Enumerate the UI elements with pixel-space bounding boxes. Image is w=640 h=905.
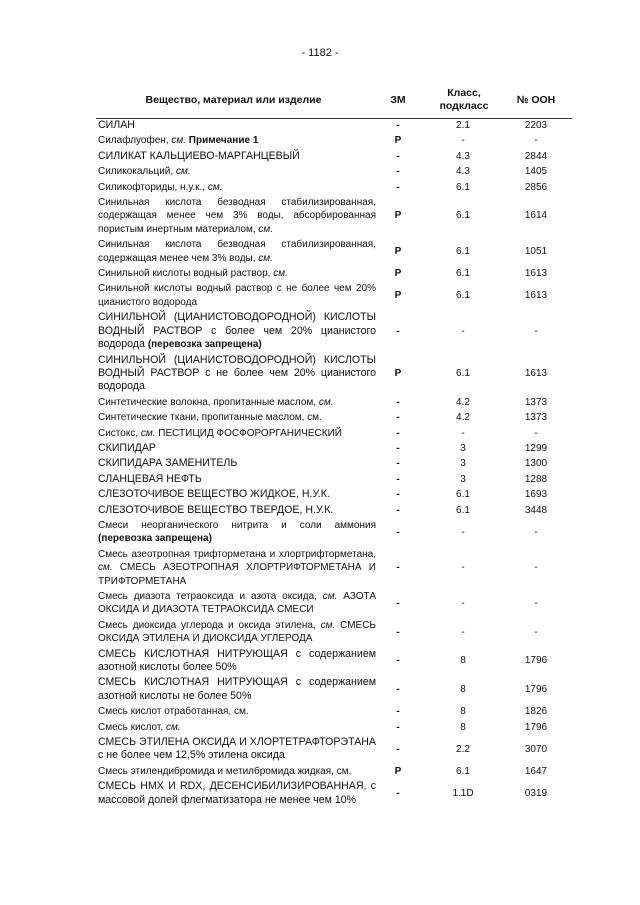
zm-cell: - — [396, 150, 400, 162]
un-number-cell: 0319 — [524, 787, 548, 799]
class-cell: 6.1 — [456, 290, 470, 302]
substance-name-part: Смесь диоксида углерода и оксида этилена, — [98, 619, 321, 631]
un-number-cell: 1796 — [524, 655, 548, 667]
substance-name-part: СМЕСЬ АЗЕОТРОПНАЯ ХЛОРТРИФТОРМЕТАНА И ТРИФТОРМЕТАНА — [98, 562, 376, 587]
substance-name-part: СИНИЛЬНОЙ (ЦИАНИСТОВОДОРОДНОЙ) КИСЛОТЫ ВОДНЫЙ РАСТВОР с более чем 20% цианистого водорода — [98, 311, 376, 351]
substance-name-part: см. — [320, 619, 336, 631]
table-row — [96, 518, 572, 547]
table-row — [96, 237, 572, 266]
un-number-cell: 1300 — [524, 458, 548, 470]
un-number-cell: 3448 — [524, 504, 548, 516]
class-cell: 2.1 — [456, 120, 470, 131]
zm-cell: - — [396, 181, 400, 193]
substance-name — [96, 119, 376, 132]
class-cell: 4.2 — [456, 412, 470, 424]
class-cell: - — [461, 526, 465, 538]
class-cell: 6.1 — [456, 504, 470, 516]
un-number-cell: - — [534, 325, 538, 337]
zm-cell: - — [396, 489, 400, 501]
substance-name-part: ПЕСТИЦИД ФОСФОРОРГАНИЧЕСКИЙ — [155, 427, 342, 439]
table-row — [96, 441, 572, 456]
substance-name-part: СМЕСЬ КИСЛОТНАЯ НИТРУЮЩАЯ с содержанием азотной кислоты не более 50% — [98, 676, 376, 702]
un-number-cell: 1613 — [524, 367, 548, 379]
class-cell: 4.3 — [456, 166, 470, 178]
substance-name-part: СЛЕЗОТОЧИВОЕ ВЕЩЕСТВО ТВЕРДОЕ, Н.У.К. — [98, 503, 334, 516]
substance-name-part: СКИПИДАР — [98, 441, 156, 454]
table-row — [96, 547, 572, 589]
substance-name-part: Силикофториды, н.у.к., — [98, 181, 208, 193]
zm-cell: - — [396, 787, 400, 799]
class-cell: - — [461, 325, 465, 337]
zm-cell: Р — [394, 245, 402, 257]
table-row — [96, 472, 572, 487]
zm-cell: - — [396, 597, 400, 609]
substance-name-part: Синтетические волокна, пропитанные маслом, — [98, 396, 319, 408]
zm-cell: Р — [394, 268, 402, 280]
table-row — [96, 779, 572, 808]
substance-name-part: СКИПИДАРА ЗАМЕНИТЕЛЬ — [98, 457, 238, 470]
class-cell: 6.1 — [456, 181, 470, 193]
zm-cell: Р — [394, 765, 402, 777]
un-number-cell: 1647 — [524, 765, 548, 777]
table-row — [96, 487, 572, 502]
substance-name — [96, 196, 376, 236]
class-cell: 8 — [460, 721, 466, 733]
class-cell: 3 — [460, 458, 466, 470]
header-name: Вещество, материал или изделие — [145, 93, 322, 106]
un-number-cell: 1051 — [524, 245, 548, 257]
substance-name — [96, 411, 376, 424]
table-row — [96, 720, 572, 735]
substance-name — [96, 705, 376, 718]
substance-name — [96, 457, 376, 470]
substance-name-part: Смесь кислот отработанная, см. — [98, 706, 249, 718]
zm-cell: - — [396, 427, 400, 439]
table-row — [96, 647, 572, 676]
zm-cell: - — [396, 473, 400, 485]
substance-name-part: СИНИЛЬНОЙ (ЦИАНИСТОВОДОРОДНОЙ) КИСЛОТЫ ВОДНЫЙ РАСТВОР с не более чем 20% цианистого водорода — [98, 353, 376, 393]
substance-name-part: Смесь кислот, — [98, 721, 166, 733]
un-number-cell: - — [534, 135, 538, 147]
un-number-cell: 2844 — [524, 150, 548, 162]
un-number-cell: 1796 — [524, 684, 548, 696]
class-cell: 8 — [460, 655, 466, 667]
un-number-cell: 1614 — [524, 210, 548, 222]
un-number-cell: 1693 — [524, 489, 548, 501]
class-cell: 6.1 — [456, 765, 470, 777]
class-cell: - — [461, 562, 465, 574]
table-row — [96, 164, 572, 179]
zm-cell: - — [396, 562, 400, 574]
un-number-cell: 1796 — [524, 721, 548, 733]
table-row — [96, 426, 572, 441]
class-cell: 1.1D — [452, 787, 474, 799]
table-row — [96, 503, 572, 518]
table-row — [96, 764, 572, 779]
un-number-cell: - — [534, 427, 538, 439]
table-body — [96, 118, 572, 808]
substance-name — [96, 311, 376, 351]
substance-name — [96, 165, 376, 178]
class-cell: 2.2 — [456, 743, 470, 755]
substance-name-part: Синильной кислоты водный раствор с не более чем 20% цианистого водорода — [98, 283, 376, 308]
substance-name — [96, 648, 376, 675]
un-number-cell: - — [534, 626, 538, 638]
substance-name — [96, 676, 376, 703]
substance-name-part: Примечание 1 — [188, 135, 259, 147]
substance-name — [96, 238, 376, 265]
substance-name-part: Смесь диазота тетраоксида и азота оксида, — [98, 591, 323, 602]
substance-name — [96, 488, 376, 501]
class-cell: - — [461, 626, 465, 638]
substance-name — [96, 590, 376, 617]
class-cell: 6.1 — [456, 210, 470, 222]
substance-name-part: см. — [175, 166, 191, 178]
zm-cell: Р — [394, 290, 402, 302]
un-number-cell: - — [534, 562, 538, 574]
substance-name-part: Систокс, — [98, 427, 141, 439]
substance-name — [96, 765, 376, 778]
un-number-cell: 1613 — [524, 290, 548, 302]
substance-name — [96, 736, 376, 763]
table-header — [96, 84, 572, 116]
substance-name — [96, 427, 376, 440]
header-zm: ЗМ — [390, 93, 406, 106]
un-number-cell: 1373 — [524, 396, 548, 408]
un-number-cell: - — [534, 526, 538, 538]
table-row — [96, 266, 572, 281]
substance-name-part: см. — [258, 252, 273, 264]
table-row — [96, 180, 572, 195]
zm-cell: - — [396, 743, 400, 755]
table-row — [96, 353, 572, 395]
substance-name-part: см. — [165, 721, 181, 733]
substance-name — [96, 150, 376, 163]
substance-name-part: АЗОТА ОКСИДА И ДИАЗОТА ТЕТРАОКСИДА СМЕСИ — [98, 591, 376, 616]
substance-name — [96, 282, 376, 309]
substance-name — [96, 519, 376, 546]
table-row — [96, 149, 572, 164]
table-row — [96, 281, 572, 310]
zm-cell: - — [396, 166, 400, 178]
zm-cell: - — [396, 626, 400, 638]
zm-cell: - — [396, 458, 400, 470]
un-number-cell: 2856 — [524, 181, 548, 193]
substance-name-part: см. — [98, 562, 113, 574]
un-number-cell: 1299 — [524, 442, 548, 454]
zm-cell: - — [396, 526, 400, 538]
un-number-cell: 2203 — [524, 120, 548, 131]
class-cell: 3 — [460, 473, 466, 485]
zm-cell: - — [396, 120, 400, 131]
substance-name-part: см. — [322, 591, 338, 602]
un-number-cell: 1405 — [524, 166, 548, 178]
zm-cell: - — [396, 504, 400, 516]
substance-name-part: см. — [171, 135, 186, 147]
substance-name-part: (перевозка запрещена) — [147, 339, 262, 351]
table-row — [96, 456, 572, 471]
zm-cell: - — [396, 396, 400, 408]
table-row — [96, 735, 572, 764]
table-row — [96, 195, 572, 237]
class-cell: 4.2 — [456, 396, 470, 408]
substance-name-part: СИЛАН — [98, 119, 135, 131]
substance-name-part: Синтетические ткани, пропитанные маслом, см. — [98, 412, 322, 424]
substance-name-part: СМЕСЬ ОКСИДА ЭТИЛЕНА И ДИОКСИДА УГЛЕРОДА — [98, 619, 376, 645]
zm-cell: - — [396, 721, 400, 733]
table-row — [96, 618, 572, 647]
table-row — [96, 675, 572, 704]
class-cell: - — [461, 427, 465, 439]
substance-name-part: Синильной кислоты водный раствор, — [98, 268, 274, 280]
substance-name-part: Синильная кислота безводная стабилизированная, содержащая менее чем 3% воды, абсорбированная пористым инертным материалом, — [98, 197, 376, 235]
class-cell: - — [461, 597, 465, 609]
zm-cell: - — [396, 442, 400, 454]
substance-name-part: (перевозка запрещена) — [98, 533, 212, 545]
zm-cell: - — [396, 412, 400, 424]
class-cell: 6.1 — [456, 268, 470, 280]
page-number: - 1182 - — [301, 47, 339, 59]
substance-name-part: см. — [273, 268, 288, 280]
substance-name — [96, 619, 376, 646]
zm-cell: Р — [394, 367, 402, 379]
substance-name — [96, 354, 376, 394]
table-row — [96, 133, 572, 148]
substance-name-part: см. — [258, 223, 274, 235]
substance-name — [96, 134, 376, 147]
un-number-cell: 1288 — [524, 473, 548, 485]
substance-name — [96, 181, 376, 194]
substance-name-part: см. — [207, 181, 223, 193]
header-class: Класс, подкласс — [439, 87, 489, 112]
substance-name-part: Силикокальций, — [98, 166, 176, 178]
substance-name — [96, 442, 376, 455]
substance-name — [96, 267, 376, 280]
substance-name-part: см. — [140, 427, 156, 439]
substance-name — [96, 396, 376, 409]
substance-name — [96, 504, 376, 517]
substance-name-part: СМЕСЬ КИСЛОТНАЯ НИТРУЮЩАЯ с содержанием азотной кислоты более 50% — [98, 647, 376, 674]
substance-name — [96, 780, 376, 807]
substance-name-part: СЛАНЦЕВАЯ НЕФТЬ — [98, 472, 202, 485]
substance-name-part: СИЛИКАТ КАЛЬЦИЕВО-МАРГАНЦЕВЫЙ — [98, 149, 300, 162]
un-number-cell: 1826 — [524, 706, 548, 718]
class-cell: 8 — [460, 684, 466, 696]
class-cell: 4.3 — [456, 150, 470, 162]
table-row — [96, 395, 572, 410]
substance-name-part: СМЕСЬ HMX И RDX, ДЕСЕНСИБИЛИЗИРОВАННАЯ, с массовой долей флегматизатора не менее чем 10% — [98, 780, 376, 806]
class-cell: 6.1 — [456, 489, 470, 501]
substance-name-part: см. — [318, 396, 334, 408]
table-row — [96, 410, 572, 425]
class-cell: 8 — [460, 706, 466, 718]
zm-cell: Р — [394, 210, 402, 222]
class-cell: - — [461, 135, 465, 147]
substance-name-part: Смеси неорганического нитрита и соли аммония — [98, 519, 376, 531]
zm-cell: - — [396, 706, 400, 718]
substance-name-part: Силафлуофен, — [98, 135, 172, 147]
table-row — [96, 704, 572, 719]
table-row — [96, 589, 572, 618]
zm-cell: Р — [394, 135, 402, 147]
zm-cell: - — [396, 325, 400, 337]
table-row — [96, 310, 572, 352]
class-cell: 6.1 — [456, 367, 470, 379]
substance-name — [96, 548, 376, 588]
substance-name-part: Синильная кислота безводная стабилизированная, содержащая менее чем 3% воды, — [98, 239, 376, 264]
class-cell: 6.1 — [456, 245, 470, 257]
substance-name — [96, 721, 376, 734]
header-un-number: № ООН — [516, 93, 556, 106]
substance-name-part: Смесь азеотропная трифторметана и хлортрифторметана, — [98, 548, 376, 560]
un-number-cell: 1373 — [524, 412, 548, 424]
substance-name-part: СЛЕЗОТОЧИВОЕ ВЕЩЕСТВО ЖИДКОЕ, Н.У.К. — [98, 488, 330, 501]
substance-name-part: Смесь этилендибромида и метилбромида жидкая, см. — [98, 765, 352, 777]
un-number-cell: - — [534, 597, 538, 609]
un-number-cell: 3070 — [524, 743, 548, 755]
table-row — [96, 118, 572, 133]
class-cell: 3 — [460, 442, 466, 454]
zm-cell: - — [396, 684, 400, 696]
substance-name — [96, 473, 376, 486]
un-number-cell: 1613 — [524, 268, 548, 280]
substance-name-part: СМЕСЬ ЭТИЛЕНА ОКСИДА И ХЛОРТЕТРАФТОРЭТАНА с не более чем 12,5% этилена оксида — [98, 736, 376, 762]
zm-cell: - — [396, 655, 400, 667]
